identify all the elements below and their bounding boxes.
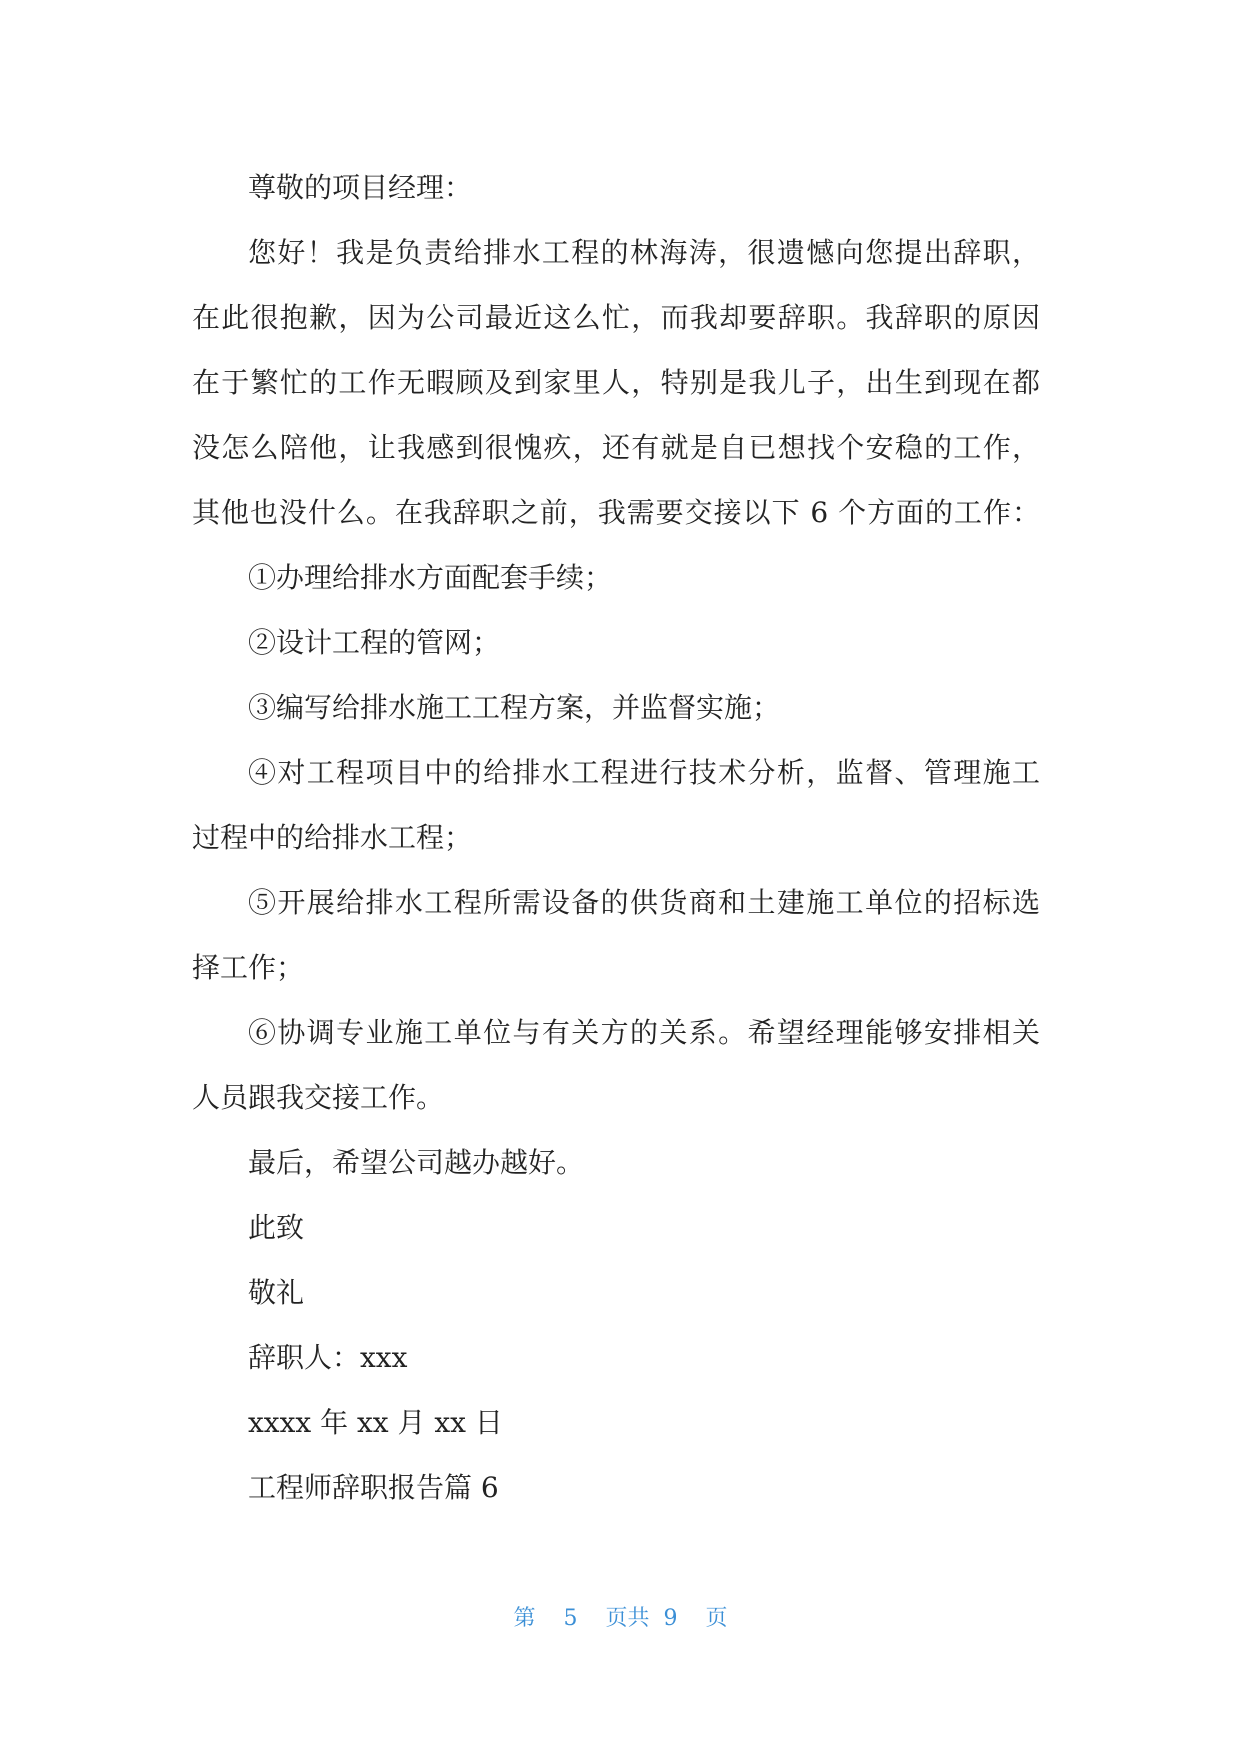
paragraph-line: 其他也没什么。在我辞职之前，我需要交接以下 6 个方面的工作： bbox=[192, 496, 1040, 529]
paragraph-line: 您好！我是负责给排水工程的林海涛，很遗憾向您提出辞职， bbox=[248, 236, 1040, 269]
closing-phrase: 此致 bbox=[248, 1211, 305, 1244]
paragraph-line: 在此很抱歉，因为公司最近这么忙，而我却要辞职。我辞职的原因 bbox=[192, 301, 1040, 334]
signature: 辞职人：xxx bbox=[248, 1341, 408, 1374]
footer-prefix: 第 bbox=[513, 1606, 536, 1631]
paragraph-line: 没怎么陪他，让我感到很愧疚，还有就是自已想找个安稳的工作， bbox=[192, 431, 1040, 464]
page-footer bbox=[0, 1604, 1241, 1634]
list-item-continuation: 过程中的给排水工程； bbox=[192, 821, 473, 854]
list-item: ③编写给排水施工工程方案，并监督实施； bbox=[248, 691, 781, 724]
paragraph-line: 在于繁忙的工作无暇顾及到家里人，特别是我儿子，出生到现在都 bbox=[192, 366, 1040, 399]
page-number: 5 bbox=[563, 1606, 578, 1631]
list-item: ①办理给排水方面配套手续； bbox=[248, 561, 613, 594]
closing-wish: 最后，希望公司越办越好。 bbox=[248, 1146, 585, 1179]
list-item: ⑤开展给排水工程所需设备的供货商和土建施工单位的招标选 bbox=[248, 886, 1040, 919]
document-body bbox=[192, 155, 1040, 1520]
closing-regards: 敬礼 bbox=[248, 1276, 305, 1309]
footer-suffix: 页 bbox=[705, 1606, 728, 1631]
list-item-continuation: 人员跟我交接工作。 bbox=[192, 1081, 445, 1114]
total-pages: 9 bbox=[663, 1606, 678, 1631]
date-line: xxxx 年 xx 月 xx 日 bbox=[248, 1406, 503, 1439]
list-item-continuation: 择工作； bbox=[192, 951, 305, 984]
list-item: ②设计工程的管网； bbox=[248, 626, 501, 659]
section-heading: 工程师辞职报告篇 6 bbox=[248, 1471, 499, 1504]
footer-middle: 页共 bbox=[605, 1606, 650, 1631]
salutation: 尊敬的项目经理： bbox=[248, 171, 473, 204]
list-item: ⑥协调专业施工单位与有关方的关系。希望经理能够安排相关 bbox=[248, 1016, 1040, 1049]
list-item: ④对工程项目中的给排水工程进行技术分析，监督、管理施工 bbox=[248, 756, 1040, 789]
